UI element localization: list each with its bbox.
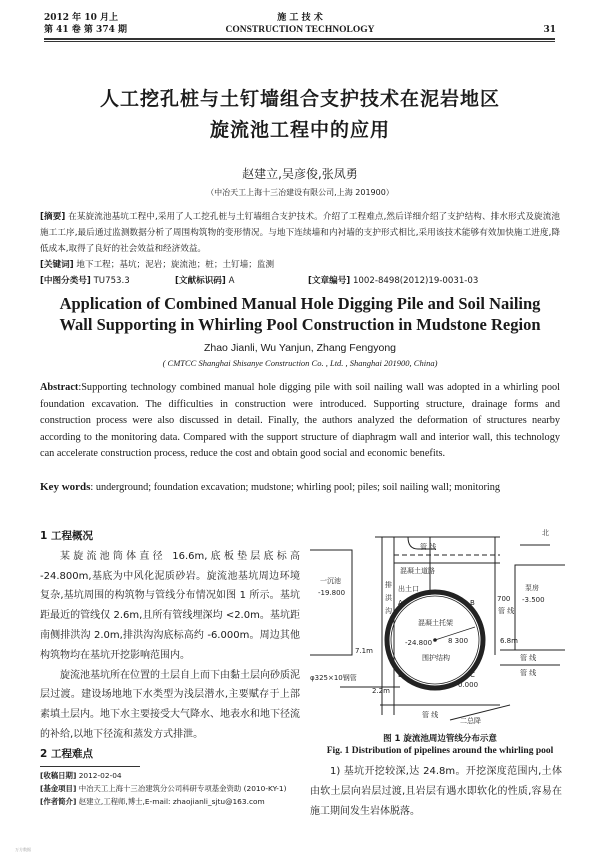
classification-row: [中图分类号] TU753.3 [文献标识码] A [文章编号] 1002-8498(2012)19-0031-03 (40, 276, 479, 286)
svg-text:混凝土托架: 混凝土托架 (418, 619, 453, 627)
affiliation-en: ( CMTCC Shanghai Shisanye Construction Co. , Ltd. , Shanghai 201900, China) (162, 358, 438, 368)
fig-label-north: 北 (542, 529, 549, 537)
title-cn-line2: 旋流池工程中的应用 (209, 119, 390, 141)
svg-text:管 线: 管 线 (420, 543, 437, 551)
svg-text:泵房: 泵房 (525, 584, 539, 592)
svg-text:A: A (398, 599, 403, 607)
abstract-en: Abstract:Supporting technology combined manual hole digging pile with soil nailing wall was adopted in a whirling pool foundation excavation. The difficulties in construction were introduced. Supporting structure, drainage forms and construction process were also discussed in detail. Finally, the authors analyzed the deformation of structures nearby according to the monitoring data. Compared with the support structure of diaphragm wall and interior wall, this technology can accelerate construction process, reduce the cost and obtain good social and economic benefits. (40, 382, 560, 459)
authors-cn: 赵建立,吴彦俊,张凤勇 (242, 167, 358, 181)
title-en-line2: Wall Supporting in Whirling Pool Construction in Mudstone Region (59, 315, 541, 334)
svg-text:管 线: 管 线 (498, 607, 515, 615)
svg-text:二总降: 二总降 (460, 717, 481, 725)
svg-text:B: B (470, 599, 475, 607)
svg-text:D: D (398, 671, 404, 679)
section-2-title: 2 工程难点 (40, 747, 93, 760)
figure-caption-en: Fig. 1 Distribution of pipelines around the whirling pool (326, 746, 554, 756)
left-column (40, 527, 300, 765)
svg-text:混凝土道路: 混凝土道路 (400, 567, 435, 575)
svg-text:沟: 沟 (385, 607, 392, 615)
abstract-cn-text: 在某旋流池基坑工程中,采用了人工挖孔桩与土钉墙组合支护技术。介绍了工程难点,然后详细介绍了支护结构、排水形式及旋流池施工工序,最后通过监测数据分析了周围构筑物的变形情况。与地下连续墙和内衬墙的支护形式相比,采用该技术能够有效加快施工进度,降低成本,取得了良好的社会效益和经济效益。 (40, 212, 561, 254)
abstract-cn (40, 209, 560, 257)
issue-date: 2012 年 10 月上 (44, 13, 118, 23)
footnote-rule (40, 766, 140, 767)
svg-text:一沉池: 一沉池 (320, 577, 341, 585)
header-rule-thin (44, 41, 555, 42)
title-cn-line1: 人工挖孔桩与土钉墙组合支护技术在泥岩地区 (99, 88, 500, 110)
abstract-cn-label: [摘要] (40, 212, 66, 222)
svg-text:管 线: 管 线 (422, 711, 439, 719)
volume-issue: 第 41 卷 第 374 期 (44, 25, 127, 35)
footnotes: [收稿日期] 2012-02-04 [基金项目] 中冶天工上海十三冶建筑分公司科研专项基金资助 (2010-KY-1) [作者简介] 赵建立,工程师,博士,E-mail: zhaojianli_sjtu@163.com (40, 771, 287, 806)
svg-text:围护结构: 围护结构 (422, 654, 450, 662)
page-number: 31 (543, 25, 556, 35)
svg-text:C: C (470, 671, 475, 679)
section-1-title: 1 工程概况 (40, 530, 93, 542)
right-column-para-1: 1) 基坑开挖较深,达 24.8m。开挖深度范围内,土体由软土层向岩层过渡,且岩层有遇水即软化的性质,容易在施工期间发生岩体脱落。 (310, 766, 562, 817)
section-1-para-1: 某旋流池筒体直径 16.6m,底板垫层底标高 -24.800m,基底为中风化泥质砂岩。旋流池基坑周边环境复杂,基坑周围的构筑物与管线分布情况如图 1 所示。基坑距最近的管线仅 2.6m,且所有管线埋深均 <2.0m。基坑距南侧排洪沟 2.0m,排洪沟沟底标高约 -6.000m。周边其他构筑物均在基坑开挖影响范围内。 (40, 550, 300, 661)
svg-text:出土口: 出土口 (398, 585, 419, 593)
svg-text:φ325×10钢管: φ325×10钢管 (310, 674, 357, 682)
keywords-en: Key words: underground; foundation excavation; mudstone; whirling pool; piles; soil nailing wall; monitoring (40, 481, 501, 493)
journal-name-cn: 施 工 技 术 (277, 13, 323, 23)
svg-text:7.1m: 7.1m (355, 647, 373, 655)
svg-text:-24.800: -24.800 (405, 639, 433, 647)
journal-name-en: CONSTRUCTION TECHNOLOGY (225, 25, 375, 35)
svg-text:2.2m: 2.2m (372, 687, 390, 695)
title-en-line1: Application of Combined Manual Hole Digging Pile and Soil Nailing (59, 294, 541, 313)
svg-text:管 线: 管 线 (520, 654, 537, 662)
svg-text:-3.500: -3.500 (522, 596, 545, 604)
svg-text:6.8m: 6.8m (500, 637, 518, 645)
svg-text:管 线: 管 线 (520, 669, 537, 677)
header-rule (44, 38, 555, 40)
watermark: 万方数据 (15, 847, 31, 852)
authors-en: Zhao Jianli, Wu Yanjun, Zhang Fengyong (203, 342, 397, 354)
svg-text:排: 排 (385, 581, 392, 589)
keywords-cn: [关键词] 地下工程；基坑；泥岩；旋流池；桩；土钉墙；监测 (40, 260, 275, 270)
section-1-para-2: 旋流池基坑所在位置的土层自上而下由黏土层向砂质泥层过渡。建设场地地下水类型为浅层潜水,主要赋存于上部素填土层内。地下水主要接受大气降水、地表水和地下径流的补给,以地下径流和蒸发方式排泄。 (40, 669, 300, 740)
svg-text:0.000: 0.000 (458, 681, 479, 689)
affiliation-cn: （中冶天工上海十三冶建设有限公司,上海 201900） (206, 188, 394, 197)
svg-text:8 300: 8 300 (448, 637, 469, 645)
svg-text:700: 700 (497, 595, 511, 603)
svg-text:洪: 洪 (385, 594, 392, 602)
svg-text:-19.800: -19.800 (318, 589, 346, 597)
figure-pipeline-diagram (310, 525, 565, 725)
figure-caption-cn: 图 1 旋流池周边管线分布示意 (383, 734, 497, 744)
